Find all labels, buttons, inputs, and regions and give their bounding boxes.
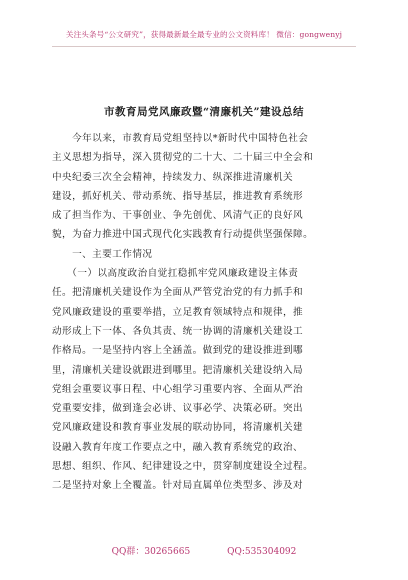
body-line: 今年以来，市教育局党组坚持以*新时代中国特色社会 [52,133,309,144]
body-line: 貌，为奋力推进中国式现代化实践教育行动提供坚强保障。 [52,229,314,241]
document-body [52,129,356,496]
body-line: 任。把清廉机关建设作为全面从严管党治党的有力抓手和 [52,287,304,299]
body-line: 作格局。一是坚持内容上全涵盖。做到党的建设推进到哪 [52,345,304,357]
footer-qq: QQ:535304092 [227,547,297,557]
body-line: 党重要安排，做到逢会必讲、议事必学、决策必研。突出 [52,403,304,415]
header-promo-note: 关注头条号“公文研究”，获得最新最全最专业的公文资料库！ 微信：gongwenyj [65,30,343,39]
document-title: 市教育局党风廉政暨“清廉机关”建设总结 [103,106,305,118]
body-line: 建设，抓好机关、带动系统、指导基层，推进教育系统形 [52,190,304,202]
body-line: 成了担当作为、干事创业、争先创优、风清气正的良好风 [52,210,304,222]
footer-qq-group: QQ群：30265665 [111,547,191,557]
body-line: 党风廉政建设的重要举措，立足教育领域特点和规律，推 [52,306,304,318]
body-line: 设融入教育年度工作要点之中，融入教育系统党的政治、 [52,441,304,453]
body-line: 主义思想为指导，深入贯彻党的二十大、二十届三中全会和 [52,152,314,164]
footer-contact [0,544,408,557]
section-heading: 一、主要工作情况 [52,248,153,260]
body-line: （一）以高度政治自觉扛稳抓牢党风廉政建设主体责 [52,268,299,280]
body-line: 思想、组织、作风、纪律建设之中，贯穿制度建设全过程。 [52,461,314,473]
body-line: 党组会重要议事日程、中心组学习重要内容、全面从严治 [52,383,304,395]
body-line: 里，清廉机关建设就跟进到哪里。把清廉机关建设纳入局 [52,364,304,376]
body-line: 党风廉政建设和教育事业发展的联动协同，将清廉机关建 [52,422,304,434]
body-line: 中央纪委三次全会精神，持续发力、纵深推进清廉机关 [52,171,294,183]
header-divider [52,46,356,47]
body-line: 二是坚持对象上全覆盖。针对局直属单位类型多、涉及对 [52,480,304,492]
body-line: 动形成上下一体、各负其责、统一协调的清廉机关建设工 [52,325,304,337]
